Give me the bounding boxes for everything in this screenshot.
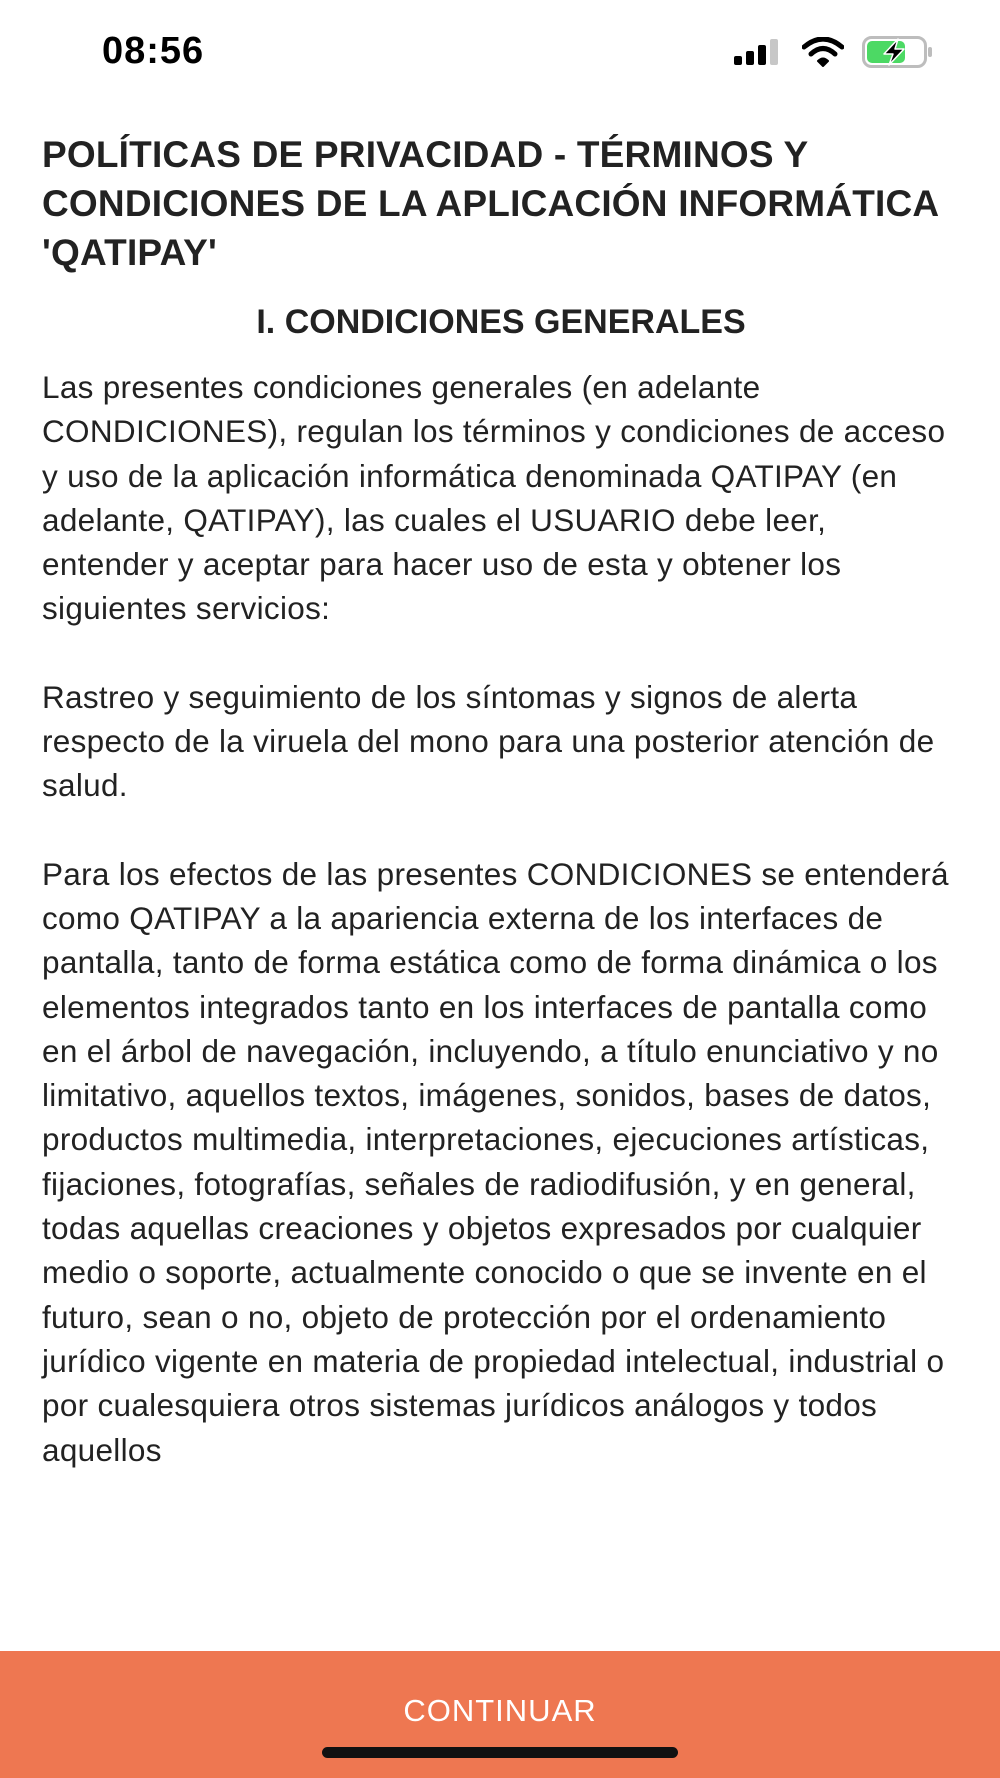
- wifi-icon: [802, 37, 844, 67]
- battery-charging-icon: [862, 36, 934, 68]
- home-indicator[interactable]: [322, 1747, 678, 1758]
- status-bar: [0, 0, 1000, 100]
- paragraph-services: Rastreo y seguimiento de los síntomas y signos de alerta respecto de la viruela del mono para una posterior atención de salud.: [42, 678, 935, 804]
- paragraph-conditions-intro: Las presentes condiciones generales (en adelante CONDICIONES), regulan los términos y condiciones de acceso y uso de la aplicación informática denominada QATIPAY (en adelante, QATIPAY), las cuales el USUARIO debe leer, entender y aceptar para hacer uso de esta y obtener los siguientes servicios:: [42, 369, 946, 627]
- cellular-signal-icon: [734, 38, 784, 66]
- continue-button[interactable]: [0, 1651, 1000, 1778]
- section-title: I. CONDICIONES GENERALES: [256, 303, 746, 341]
- continue-button-label: CONTINUAR: [403, 1693, 597, 1728]
- status-time: 08:56: [102, 30, 205, 72]
- terms-content: [42, 130, 960, 1472]
- paragraph-definitions: Para los efectos de las presentes CONDICIONES se entenderá como QATIPAY a la apariencia externa de los interfaces de pantalla, tanto de forma estática como de forma dinámica o los elementos integrados tanto en los interfaces de pantalla como en el árbol de navegación, incluyendo, a título enunciativo y no limitativo, aquellos textos, imágenes, sonidos, bases de datos, productos multimedia, interpretaciones, ejecuciones artísticas, fijaciones, fotografías, señales de radiodifusión, y en general, todas aquellas creaciones y objetos expresados por cualquier medio o soporte, actualmente conocido o que se invente en el futuro, sean o no, objeto de protección por el ordenamiento jurídico vigente en materia de propiedad intelectual, industrial o por cualesquiera otros sistemas jurídicos análogos y todos aquellos: [42, 855, 949, 1468]
- page-title: POLÍTICAS DE PRIVACIDAD - TÉRMINOS Y CONDICIONES DE LA APLICACIÓN INFORMÁTICA 'QATIPAY': [42, 134, 938, 273]
- status-icons: [734, 36, 934, 68]
